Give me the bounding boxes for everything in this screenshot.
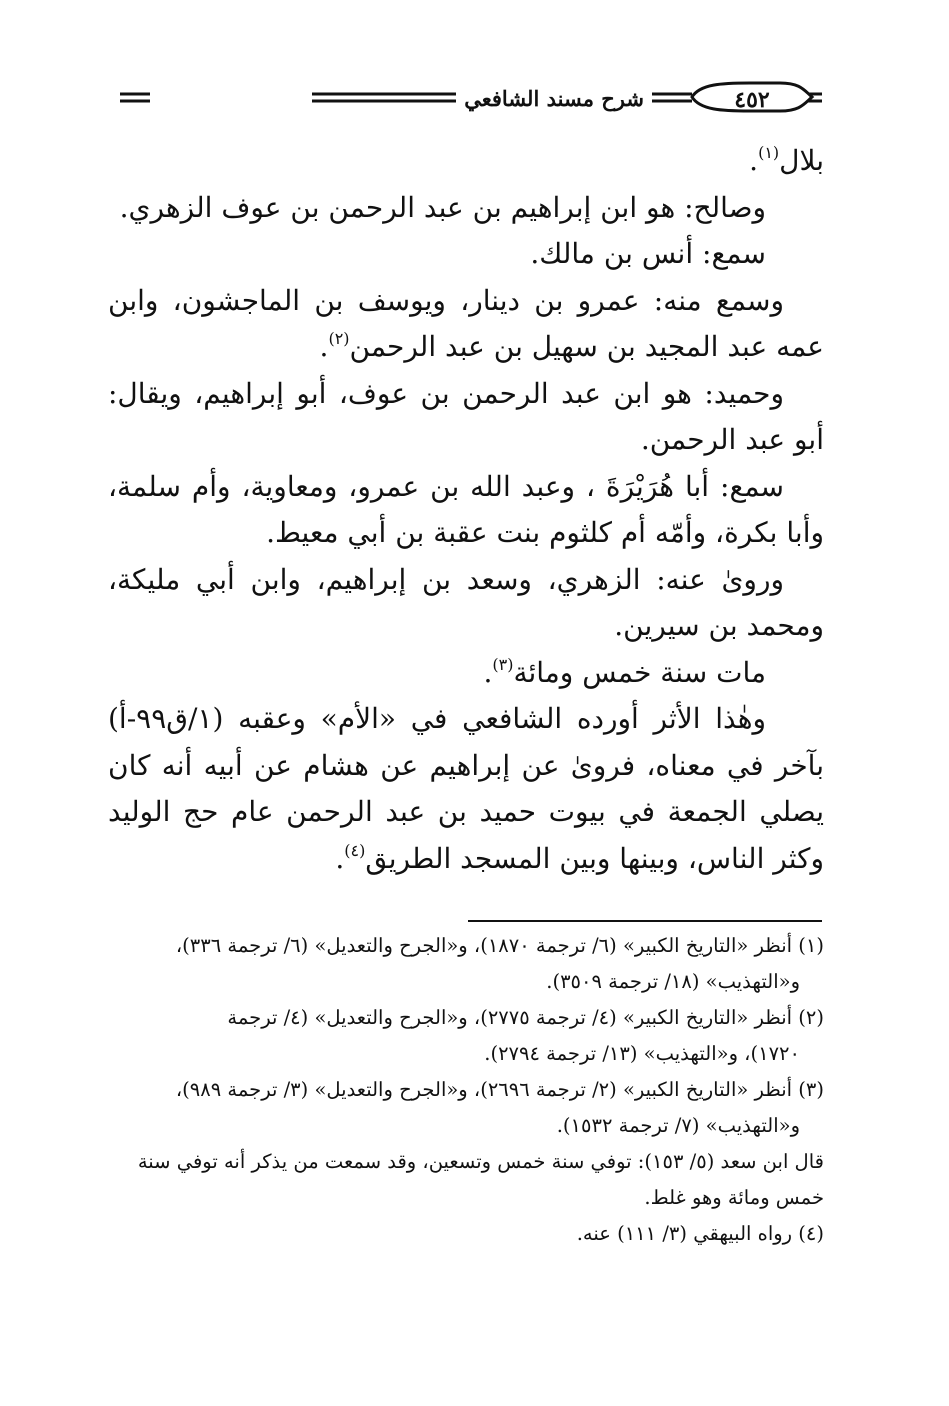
paragraph: وحميد: هو ابن عبد الرحمن بن عوف، أبو إبراهيم، ويقال: أبو عبد الرحمن. — [108, 376, 824, 456]
paragraph: سمع: أبا هُرَيْرَةَ ، وعبد الله بن عمرو، ومعاوية، وأم سلمة، وأبا بكرة، وأمّه أم كلثوم بنت عقبة بن أبي معيط. — [108, 469, 824, 549]
footnote-line: قال ابن سعد (٥/ ١٥٣): توفي سنة خمس وتسعين، وقد سمعت من يذكر أنه توفي سنة — [137, 1150, 824, 1173]
page-header — [100, 70, 830, 130]
main-text — [108, 138, 824, 882]
running-title: شرح مسند الشافعي — [456, 84, 652, 114]
footnote-line: و«التهذيب» (٧/ ترجمة ١٥٣٢). — [556, 1114, 800, 1137]
paragraph — [108, 696, 824, 882]
paragraph-end: . — [319, 330, 329, 363]
paragraph — [108, 278, 824, 371]
paragraph — [108, 650, 824, 697]
paragraph: وروىٰ عنه: الزهري، وسعد بن إبراهيم، وابن أبي مليكة، ومحمد بن سيرين. — [108, 562, 824, 642]
footnote-line: و«التهذيب» (١٨/ ترجمة ٣٥٠٩). — [546, 970, 800, 993]
footnotes — [108, 928, 824, 1252]
footnote-line: (١) أنظر «التاريخ الكبير» (٦/ ترجمة ١٨٧٠)، و«الجرح والتعديل» (٦/ ترجمة ٣٣٦)، — [175, 934, 824, 957]
paragraph-text: وسمع منه: عمرو بن دينار، ويوسف بن الماجشون، وابن عمه عبد المجيد بن سهيل بن عبد الرحمن — [108, 283, 824, 363]
footnote-line: (٣) أنظر «التاريخ الكبير» (٢/ ترجمة ٢٦٩٦)، و«الجرح والتعديل» (٣/ ترجمة ٩٨٩)، — [175, 1078, 824, 1101]
paragraph-end: . — [335, 841, 345, 875]
footnote-line: خمس ومائة وهو غلط. — [644, 1186, 824, 1209]
paragraph: سمع: أنس بن مالك. — [530, 237, 766, 270]
footnote-line: ١٧٢٠)، و«التهذيب» (١٣/ ترجمة ٢٧٩٤). — [484, 1042, 800, 1065]
footnote-marker: (٢) — [328, 329, 350, 348]
paragraph-text: مات سنة خمس ومائة — [513, 655, 766, 689]
footnote-marker: (١) — [758, 143, 780, 162]
paragraph-end: . — [749, 144, 759, 177]
paragraph — [108, 138, 824, 185]
footnote-marker: (٣) — [492, 654, 514, 674]
paragraph-end: . — [483, 655, 493, 689]
footnote-line: (٤) رواه البيهقي (٣/ ١١١) عنه. — [576, 1222, 824, 1245]
paragraph-text: وهٰذا الأثر أورده الشافعي في «الأم» وعقبه (١/ق٩٩-أ) بآخر في معناه، فروىٰ عن إبراهيم عن هشام عن أبيه أنه كان يصلي الجمعة في بيوت حميد بن عبد الرحمن عام حج الوليد وكثر الناس، وبينها وبين المسجد الطريق — [108, 702, 824, 875]
footnote-marker: (٤) — [344, 840, 366, 860]
footnote-line: (٢) أنظر «التاريخ الكبير» (٤/ ترجمة ٢٧٧٥)، و«الجرح والتعديل» (٤/ ترجمة — [227, 1006, 824, 1029]
page-number: ٤٥٢ — [734, 87, 770, 113]
paragraph: وصالح: هو ابن إبراهيم بن عبد الرحمن بن عوف الزهري. — [119, 190, 766, 224]
footnote-divider — [468, 920, 822, 922]
paragraph-text: بلال — [779, 144, 824, 177]
